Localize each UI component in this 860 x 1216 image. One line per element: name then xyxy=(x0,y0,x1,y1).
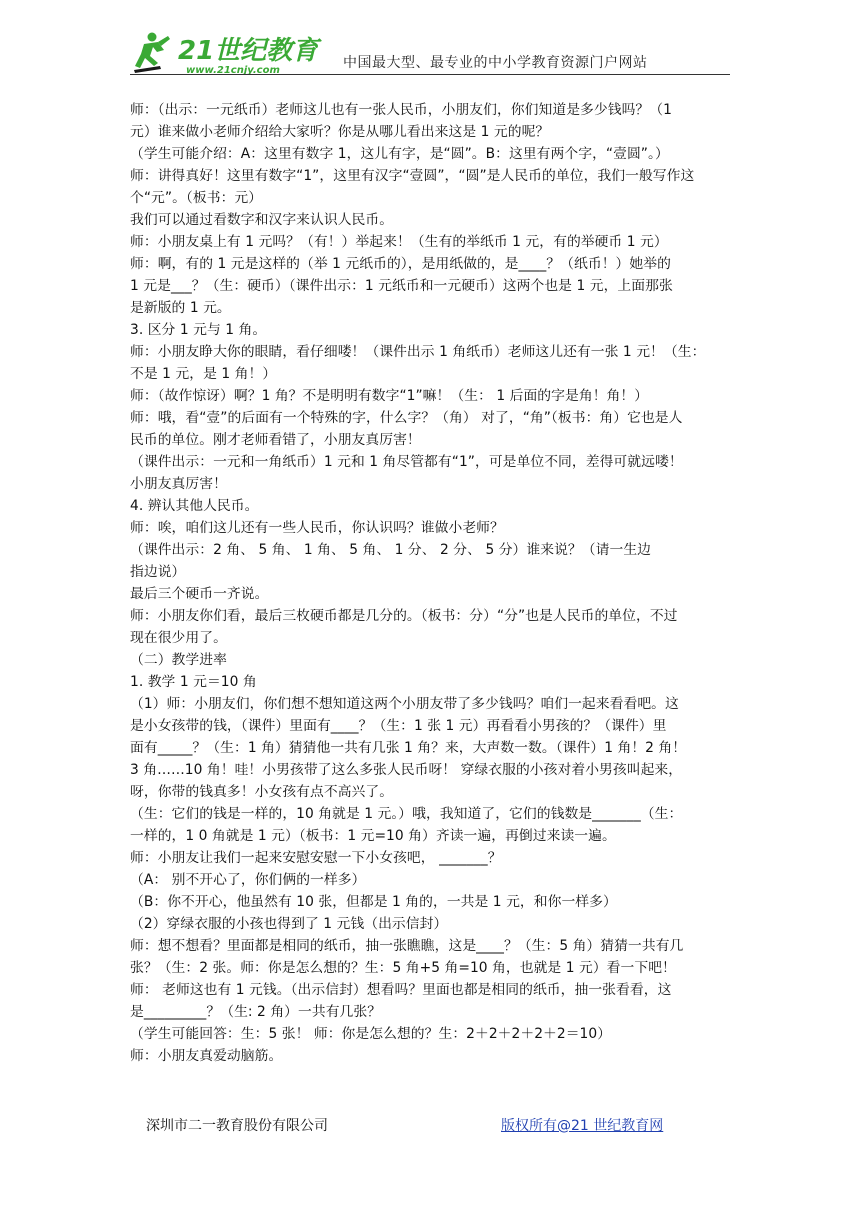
text-line: 不是 1 元，是 1 角！） xyxy=(130,366,277,382)
text-line: 个“元”。（板书：元） xyxy=(130,190,263,206)
text-line: 是新版的 1 元。 xyxy=(130,300,231,316)
text-line: （二）教学进率 xyxy=(130,652,227,668)
text-line: 师：（出示：一元纸币）老师这儿也有一张人民币，小朋友们，你们知道是多少钱吗？（1 xyxy=(130,102,672,118)
site-tagline: 中国最大型、最专业的中小学教育资源门户网站 xyxy=(343,55,648,71)
text-line: （1）师：小朋友们，你们想不想知道这两个小朋友带了多少钱吗？咱们一起来看看吧。这 xyxy=(130,696,679,712)
text-line: 1 元是___？（生：硬币）（课件出示：1 元纸币和一元硬币）这两个也是 1 元，上面那张 xyxy=(130,278,673,294)
text-line: （B：你不开心，他虽然有 10 张，但都是 1 角的，一共是 1 元，和你一样多） xyxy=(130,894,617,910)
text-line: 师： 老师这也有 1 元钱。（出示信封）想看吗？里面也都是相同的纸币，抽一张看看，这 xyxy=(130,982,672,998)
text-line: 指边说） xyxy=(130,564,186,580)
text-line: 1. 教学 1 元＝10 角 xyxy=(130,674,257,690)
text-line: 小朋友真厉害！ xyxy=(130,476,227,492)
text-line: 是小女孩带的钱，（课件）里面有____？（生：1 张 1 元）再看看小男孩的？（课件）里 xyxy=(130,718,667,734)
text-line: 3. 区分 1 元与 1 角。 xyxy=(130,322,267,338)
text-line: 师：唉，咱们这儿还有一些人民币，你认识吗？谁做小老师？ xyxy=(130,520,504,536)
text-line: 师：讲得真好！这里有数字“1”，这里有汉字“壹圆”，“圆”是人民币的单位，我们一般写作这 xyxy=(130,168,695,184)
text-line: 4. 辨认其他人民币。 xyxy=(130,498,259,514)
text-line: 呀，你带的钱真多！小女孩有点不高兴了。 xyxy=(130,784,394,800)
text-line: 师：小朋友真爱动脑筋。 xyxy=(130,1048,283,1064)
text-line: （学生可能介绍：A：这里有数字 1，这儿有字，是“圆”。B：这里有两个字，“壹圆”。） xyxy=(130,146,669,162)
text-line: 一样的，1 0 角就是 1 元）（板书：1 元=10 角）齐读一遍，再倒过来读一遍。 xyxy=(130,828,616,844)
text-line: （2）穿绿衣服的小孩也得到了 1 元钱（出示信封） xyxy=(130,916,448,932)
text-line: 师：想不想看？里面都是相同的纸币，抽一张瞧瞧，这是____？（生：5 角）猜猜一共有几 xyxy=(130,938,684,954)
text-line: （生：它们的钱是一样的，10 角就是 1 元。）哦，我知道了，它们的钱数是_______（生： xyxy=(130,806,683,822)
text-line: （学生可能回答：生：5 张！ 师：你是怎么想的？生：2＋2＋2＋2＋2＝10） xyxy=(130,1026,612,1042)
text-line: 我们可以通过看数字和汉字来认识人民币。 xyxy=(130,212,394,228)
text-line: （课件出示：一元和一角纸币）1 元和 1 角尽管都有“1”，可是单位不同，差得可就远喽！ xyxy=(130,454,683,470)
logo-wordmark: 21世纪教育 xyxy=(178,36,319,66)
text-line: 师：小朋友桌上有 1 元吗？（有！）举起来！（生有的举纸币 1 元，有的举硬币 1 元） xyxy=(130,234,668,250)
text-line: 师：小朋友你们看，最后三枚硬币都是几分的。（板书：分）“分”也是人民币的单位，不过 xyxy=(130,608,678,624)
text-line: 是_________？（生: 2 角）一共有几张？ xyxy=(130,1004,382,1020)
site-logo[interactable] xyxy=(130,30,335,75)
footer-company: 深圳市二一教育股份有限公司 xyxy=(146,1118,328,1134)
text-line: 3 角……10 角！哇！小男孩带了这么多张人民币呀！ 穿绿衣服的小孩对着小男孩叫起来， xyxy=(130,762,683,778)
text-line: 现在很少用了。 xyxy=(130,630,227,646)
page-header xyxy=(130,22,730,77)
runner-logo-icon xyxy=(130,30,335,75)
text-line: （课件出示：2 角、 5 角、 1 角、 5 角、 1 分、 2 分、 5 分）谁来说？（请一生边 xyxy=(130,542,652,558)
text-line: 民币的单位。刚才老师看错了，小朋友真厉害！ xyxy=(130,432,421,448)
text-line: 元）谁来做小老师介绍给大家听？你是从哪儿看出来这是 1 元的呢？ xyxy=(130,124,550,140)
text-line: 师：小朋友让我们一起来安慰安慰一下小女孩吧， _______？ xyxy=(130,850,502,866)
logo-url: www.21cnjy.com xyxy=(186,65,280,75)
text-line: 最后三个硬币一齐说。 xyxy=(130,586,269,602)
text-line: 面有_____？（生：1 角）猜猜他一共有几张 1 角？来，大声数一数。（课件）1 角！2 角！ xyxy=(130,740,687,756)
text-line: 师：哦，看“壹”的后面有一个特殊的字，什么字？（角） 对了，“角”（板书：角）它也是人 xyxy=(130,410,683,426)
text-line: 师：啊，有的 1 元是这样的（举 1 元纸币的），是用纸做的，是____？（纸币！）她举的 xyxy=(130,256,671,272)
text-line: 师：（故作惊讶）啊？1 角？不是明明有数字“1”嘛！（生： 1 后面的字是角！角！） xyxy=(130,388,649,404)
text-line: 张？（生：2 张。师：你是怎么想的？生：5 角+5 角=10 角，也就是 1 元）看一下吧！ xyxy=(130,960,676,976)
text-line: （A： 别不开心了，你们俩的一样多） xyxy=(130,872,366,888)
document-body xyxy=(130,99,730,1067)
footer-copyright-link[interactable]: 版权所有@21 世纪教育网 xyxy=(501,1118,664,1134)
text-line: 师：小朋友睁大你的眼睛，看仔细喽！（课件出示 1 角纸币）老师这儿还有一张 1 元！（生： xyxy=(130,344,706,360)
header-divider xyxy=(130,74,730,75)
